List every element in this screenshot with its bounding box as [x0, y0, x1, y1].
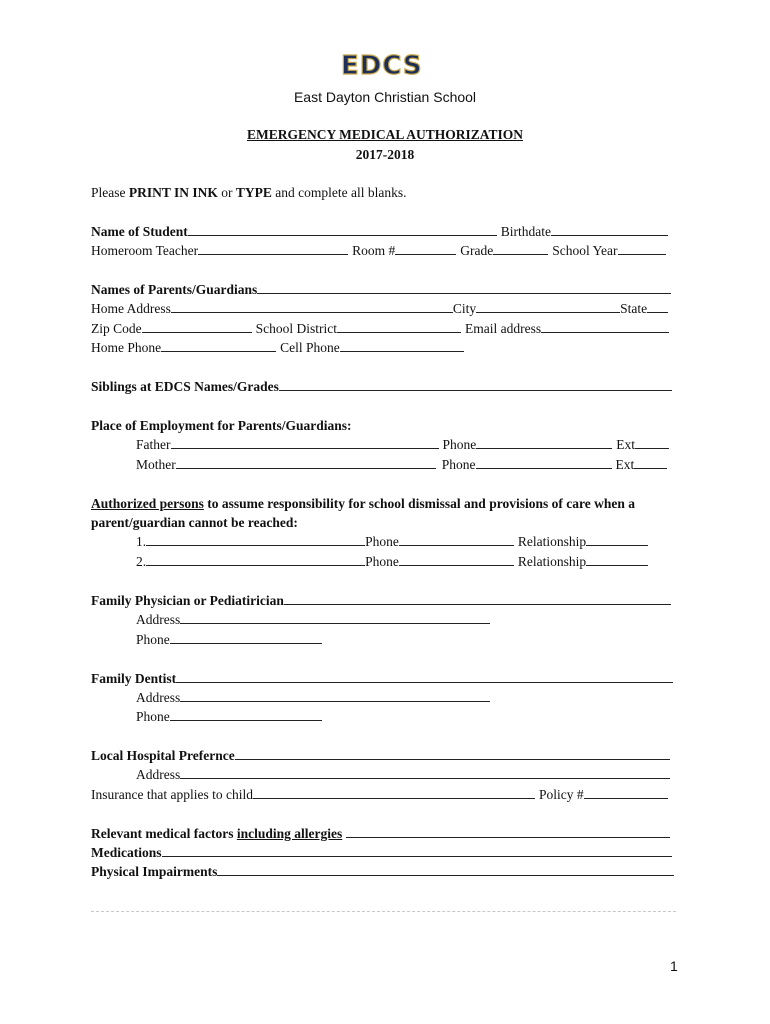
- mother-label: Mother: [136, 457, 176, 472]
- mother-field[interactable]: [176, 456, 436, 469]
- mother-phone-label: Phone: [441, 457, 476, 472]
- teacher-field[interactable]: [198, 242, 348, 255]
- physician-label: Family Physician or Pediatirician: [91, 593, 284, 608]
- dentist-field[interactable]: [176, 670, 673, 683]
- phones-row: [91, 338, 464, 358]
- physician-address-field[interactable]: [180, 611, 490, 624]
- parents-row: [91, 280, 671, 300]
- dashed-divider: [91, 911, 676, 912]
- dentist-phone-label: Phone: [136, 709, 170, 724]
- hospital-label: Local Hospital Prefernce: [91, 748, 235, 763]
- dentist-address-row: [136, 688, 490, 708]
- mother-ext-field[interactable]: [634, 456, 667, 469]
- impairments-field[interactable]: [217, 863, 674, 876]
- city-label: City: [452, 301, 477, 316]
- medical-factors-row: [91, 824, 670, 844]
- birthdate-label: Birthdate: [500, 224, 551, 239]
- grade-label: Grade: [460, 243, 494, 258]
- authorized-phone-field-1[interactable]: [399, 533, 514, 546]
- physician-phone-field[interactable]: [170, 631, 322, 644]
- parents-label: Names of Parents/Guardians: [91, 282, 258, 297]
- student-name-row: [91, 222, 668, 242]
- address-label: Home Address: [91, 301, 171, 316]
- insurance-label: Insurance that applies to child: [91, 787, 253, 802]
- school-year-field[interactable]: [618, 242, 666, 255]
- form-year: 2017-2018: [355, 147, 415, 162]
- hospital-field[interactable]: [235, 747, 670, 760]
- dentist-address-field[interactable]: [180, 689, 490, 702]
- medications-label: Medications: [91, 845, 162, 860]
- father-phone-field[interactable]: [476, 436, 612, 449]
- authorized-heading: Authorized persons to assume responsibility for school dismissal and provisions of care when a: [91, 496, 635, 511]
- relationship-label-1: Relationship: [517, 534, 587, 549]
- relationship-field-1[interactable]: [586, 533, 648, 546]
- authorized-row-2: [136, 552, 648, 572]
- room-field[interactable]: [395, 242, 456, 255]
- mother-row: [136, 455, 667, 475]
- policy-field[interactable]: [584, 786, 668, 799]
- teacher-label: Homeroom Teacher: [91, 243, 199, 258]
- page-number: 1: [670, 958, 678, 974]
- policy-label: Policy #: [538, 787, 584, 802]
- impairments-label: Physical Impairments: [91, 864, 218, 879]
- physician-row: [91, 591, 671, 611]
- school-name: East Dayton Christian School: [293, 89, 477, 105]
- authorized-name-field-1[interactable]: [146, 533, 365, 546]
- homeroom-row: [91, 241, 666, 261]
- siblings-field[interactable]: [279, 378, 672, 391]
- authorized-phone-label-2: Phone: [365, 554, 399, 569]
- relationship-field-2[interactable]: [586, 553, 648, 566]
- authorized-heading-line2: parent/guardian cannot be reached:: [91, 515, 298, 530]
- authorized-phone-label-1: Phone: [365, 534, 399, 549]
- mother-ext-label: Ext: [615, 457, 635, 472]
- authorized-name-field-2[interactable]: [146, 553, 365, 566]
- medical-factors-label: Relevant medical factors including allergies: [91, 826, 343, 841]
- authorized-row-1: [136, 532, 648, 552]
- father-row: [136, 435, 669, 455]
- logo-text: EDCS: [341, 51, 423, 81]
- instructions: Please PRINT IN INK or TYPE and complete all blanks.: [91, 185, 407, 200]
- home-phone-label: Home Phone: [91, 340, 162, 355]
- cell-phone-field[interactable]: [340, 339, 464, 352]
- dentist-phone-row: [136, 707, 322, 727]
- zip-field[interactable]: [142, 320, 252, 333]
- student-name-label: Name of Student: [91, 224, 188, 239]
- dentist-address-label: Address: [136, 690, 181, 705]
- parents-field[interactable]: [257, 281, 671, 294]
- email-label: Email address: [465, 321, 542, 336]
- grade-field[interactable]: [493, 242, 548, 255]
- email-field[interactable]: [541, 320, 669, 333]
- father-ext-field[interactable]: [635, 436, 669, 449]
- school-year-label: School Year: [552, 243, 618, 258]
- father-ext-label: Ext: [616, 437, 635, 452]
- zip-label: Zip Code: [91, 321, 142, 336]
- hospital-address-row: [136, 765, 670, 785]
- room-label: Room #: [352, 243, 396, 258]
- state-field[interactable]: [647, 300, 668, 313]
- authorized-phone-field-2[interactable]: [399, 553, 514, 566]
- physician-field[interactable]: [284, 592, 671, 605]
- siblings-label: Siblings at EDCS Names/Grades: [91, 379, 279, 394]
- hospital-address-field[interactable]: [180, 766, 670, 779]
- cell-phone-label: Cell Phone: [280, 340, 340, 355]
- physician-address-label: Address: [136, 612, 181, 627]
- siblings-row: [91, 377, 672, 397]
- address-row: [91, 299, 668, 319]
- physician-phone-row: [136, 630, 322, 650]
- medications-row: [91, 843, 672, 863]
- student-name-field[interactable]: [188, 223, 497, 236]
- form-title: EMERGENCY MEDICAL AUTHORIZATION: [246, 127, 524, 142]
- insurance-field[interactable]: [253, 786, 535, 799]
- father-label: Father: [136, 437, 171, 452]
- hospital-row: [91, 746, 670, 766]
- zip-row: [91, 319, 669, 339]
- dentist-label: Family Dentist: [91, 671, 177, 686]
- home-phone-field[interactable]: [161, 339, 276, 352]
- birthdate-field[interactable]: [551, 223, 668, 236]
- medications-field[interactable]: [162, 844, 672, 857]
- item-number-2: 2.: [136, 554, 147, 569]
- relationship-label-2: Relationship: [517, 554, 587, 569]
- medical-factors-field[interactable]: [346, 825, 670, 838]
- employment-heading: Place of Employment for Parents/Guardians:: [91, 418, 352, 433]
- item-number-1: 1.: [136, 534, 147, 549]
- hospital-address-label: Address: [136, 767, 181, 782]
- state-label: State: [620, 301, 648, 316]
- physician-phone-label: Phone: [136, 632, 170, 647]
- physician-address-row: [136, 610, 490, 630]
- impairments-row: [91, 862, 674, 882]
- insurance-row: [91, 785, 668, 805]
- district-label: School District: [255, 321, 337, 336]
- dentist-phone-field[interactable]: [170, 708, 322, 721]
- school-logo: [341, 51, 431, 81]
- city-field[interactable]: [476, 300, 620, 313]
- district-field[interactable]: [337, 320, 461, 333]
- father-phone-label: Phone: [442, 437, 477, 452]
- father-field[interactable]: [171, 436, 439, 449]
- mother-phone-field[interactable]: [476, 456, 612, 469]
- address-field[interactable]: [171, 300, 453, 313]
- dentist-row: [91, 669, 673, 689]
